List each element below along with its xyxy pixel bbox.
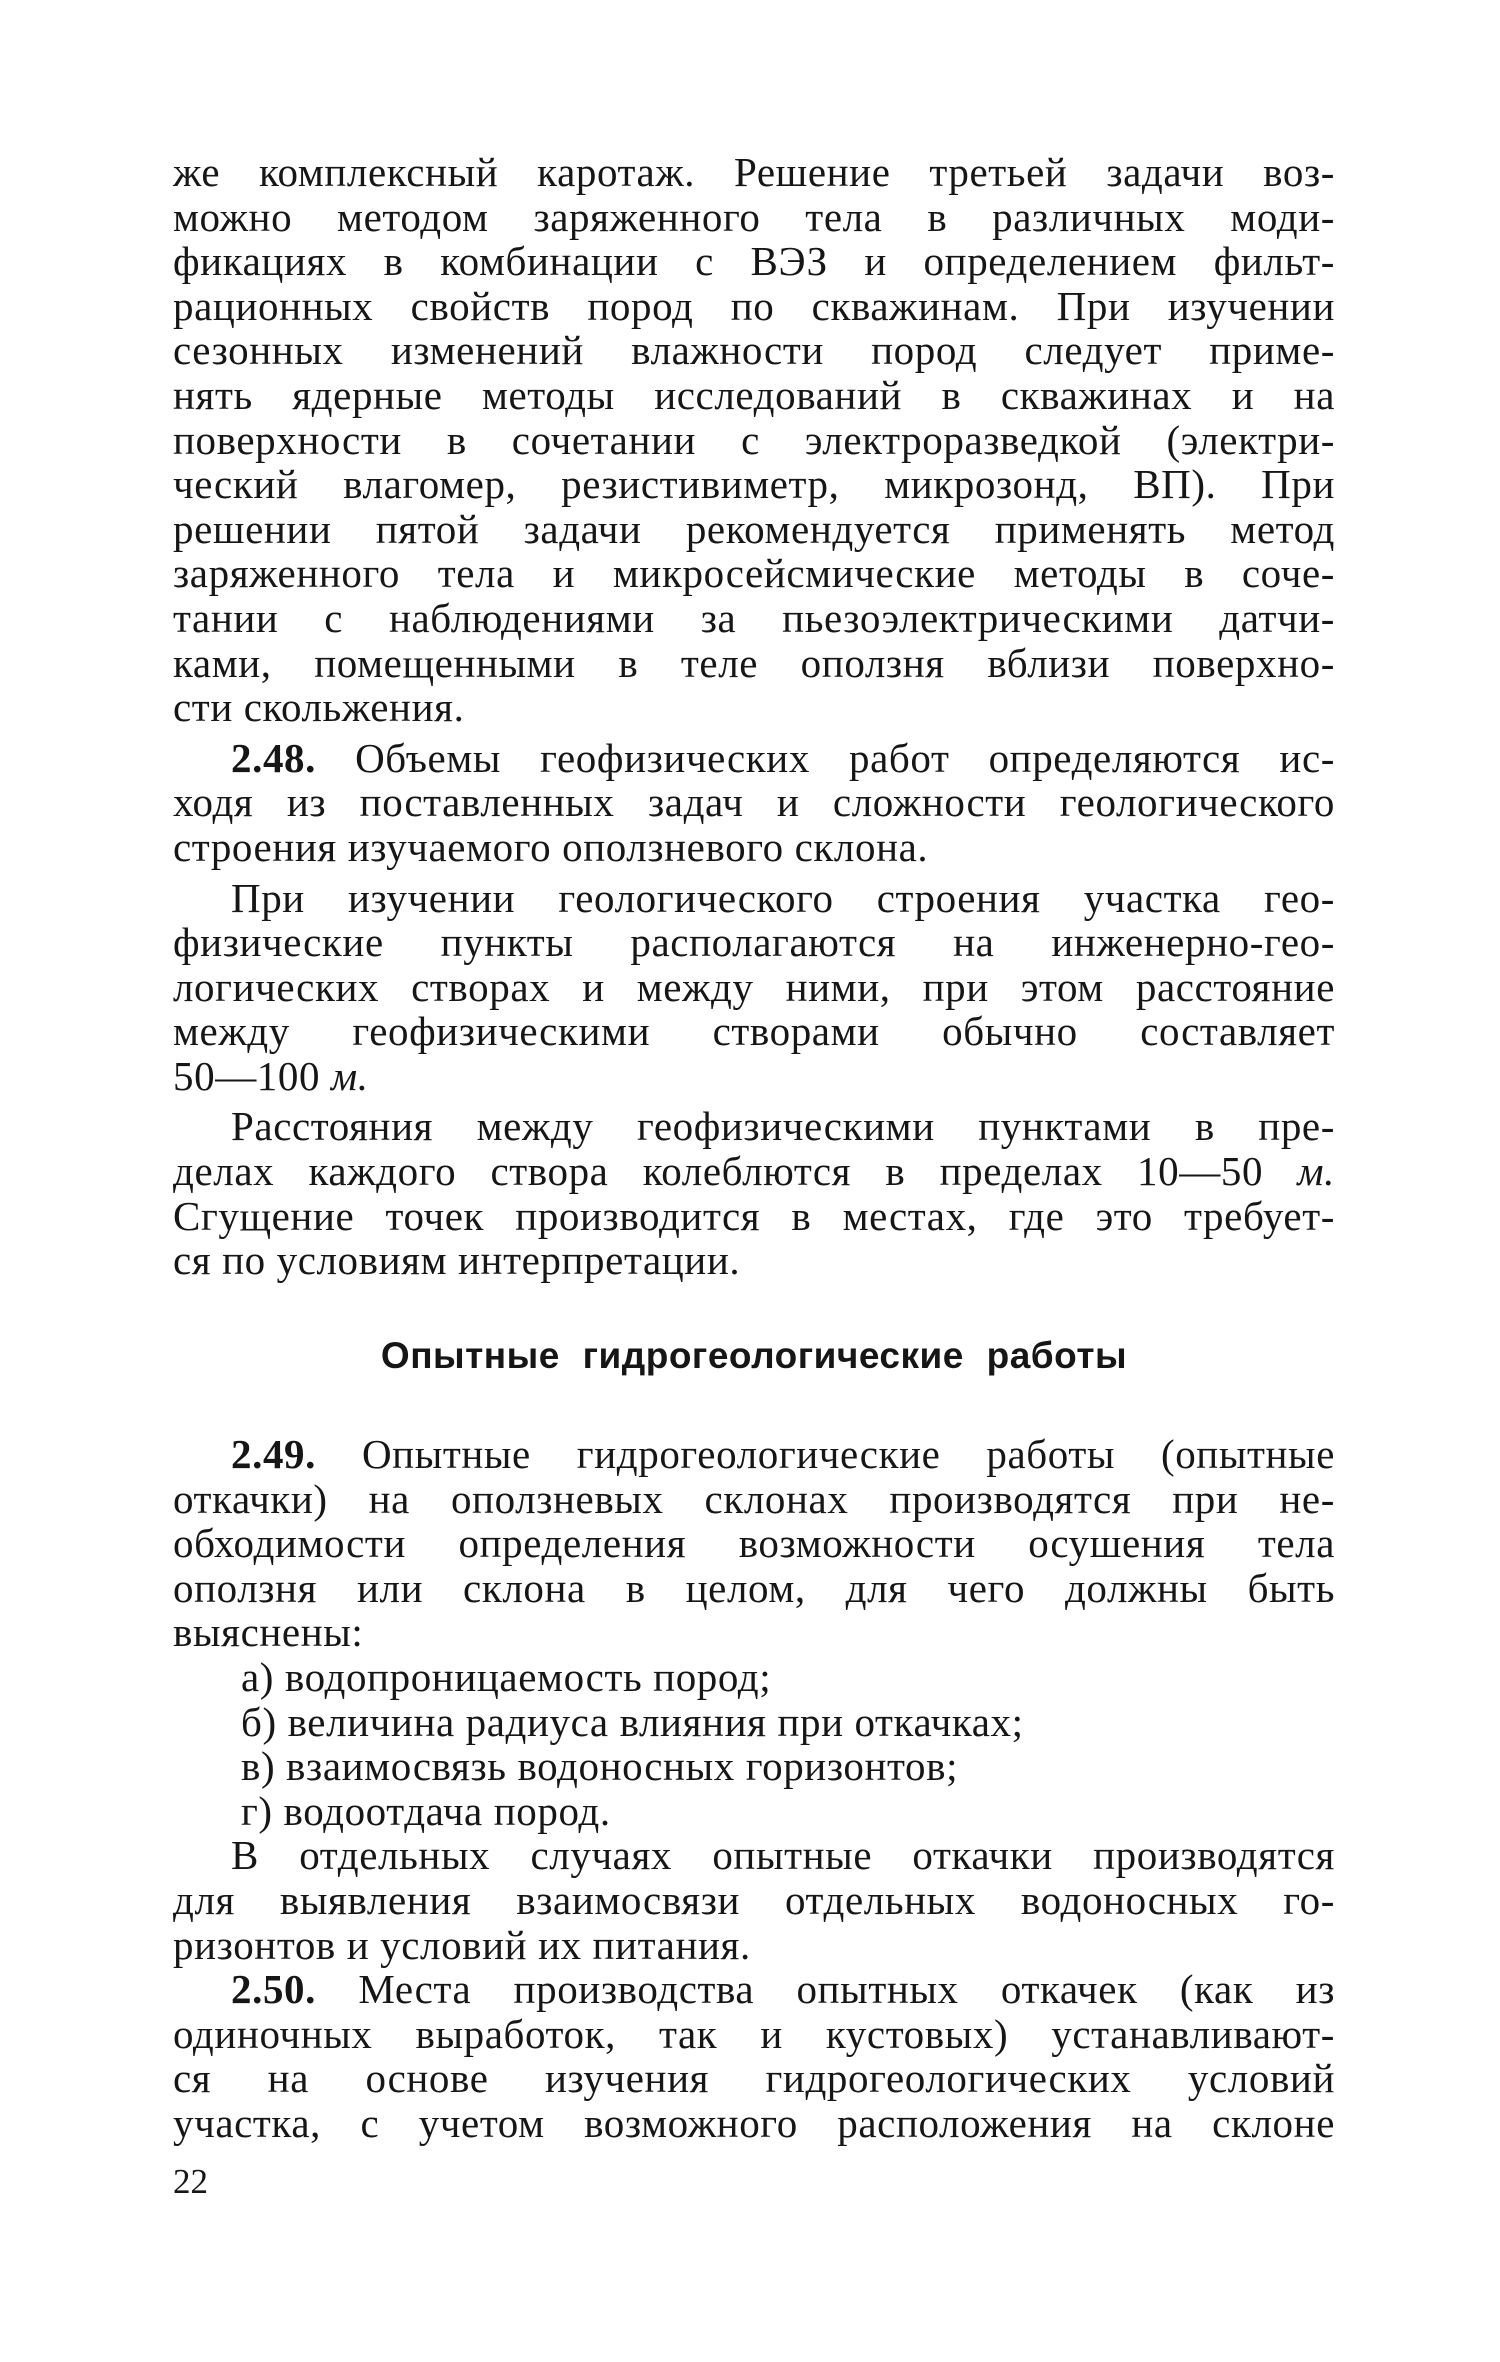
paragraph-2-48 [173,736,1335,870]
section-number: 2.49. [231,1431,316,1477]
paragraph-2-49 [173,1432,1335,1655]
text-line: одиночных выработок, так и кустовых) устанавливают- [173,2010,1335,2057]
text-line: откачки) на оползневых склонах производятся при не- [173,1475,1335,1522]
section-number: 2.48. [231,734,316,781]
text-line: сти скольжения. [173,684,465,731]
text-line [173,1149,1335,1194]
text-line: ческий влагомер, резистивиметр, микрозонд, ВП). При [173,461,1335,508]
text-line: поверхности в сочетании с электроразведкой (электри- [173,416,1335,463]
text-line: обходимости определения возможности осушения тела [173,1520,1335,1567]
paragraph-methods [173,150,1335,730]
text-line: ходя из поставленных задач и сложности геологического [173,779,1335,826]
text-line: фикациях в комбинации с ВЭЗ и определением фильт- [173,238,1335,285]
text-line: рационных свойств пород по скважинам. При изучении [173,282,1335,329]
text-line: заряженного тела и микросейсмические методы в соче- [173,550,1335,597]
list-item: а) водопроницаемость пород; [241,1653,772,1700]
text-line [173,1054,1335,1099]
text-line: тании с наблюдениями за пьезоэлектрическими датчи- [173,594,1335,641]
text-line: ками, помещенными в теле оползня вблизи поверхно- [173,639,1335,686]
text-span: Места производства опытных откачек (как из [358,1966,1335,2013]
unit-label: м. [1297,1148,1335,1195]
text-line: оползня или склона в целом, для чего должны быть [173,1564,1335,1611]
text-line: ся по условиям интерпретации. [173,1237,741,1284]
text-line: для выявления взаимосвязи отдельных водоносных го- [173,1876,1335,1923]
list-item: б) величина радиуса влияния при откачках; [241,1698,1024,1745]
text-span: Опытные гидрогеологические работы (опытные [361,1431,1335,1477]
text-line [173,1432,1335,1477]
paragraph-special-cases [173,1833,1335,1967]
text-line: В отдельных случаях опытные откачки производятся [231,1832,1335,1879]
list-item: в) взаимосвязь водоносных горизонтов; [241,1743,959,1790]
page-body [173,149,1335,2146]
text-line: участка, с учетом возможного расположения на склоне [173,2099,1335,2146]
text-line: нять ядерные методы исследований в скважинах и на [173,371,1335,418]
text-line: ризонтов и условий их питания. [173,1921,751,1968]
text-line: Сгущение точек производится в местах, где это требует- [173,1192,1335,1239]
text-line: выяснены: [173,1609,364,1656]
paragraph-survey-points [173,876,1335,1099]
text-span: 50—100 [173,1052,321,1099]
text-line: строения изучаемого оползневого склона. [173,823,929,870]
text-line: можно методом заряженного тела в различных моди- [173,193,1335,240]
text-line: При изучении геологического строения участка гео- [231,874,1335,921]
section-heading: Опытные гидрогеологические работы [380,1335,1128,1376]
text-line: же комплексный каротаж. Решение третьей задачи воз- [173,149,1335,195]
text-line: физические пункты располагаются на инженерно-гео- [173,919,1335,966]
paragraph-distances [173,1104,1335,1282]
text-line: сезонных изменений влажности пород следует приме- [173,327,1335,374]
list-item: г) водоотдача пород. [241,1787,611,1834]
text-line: логических створах и между ними, при этом расстояние [173,963,1335,1010]
section-body [173,1432,1335,2146]
text-line: ся на основе изучения гидрогеологических условий [173,2055,1335,2102]
text-line: решении пятой задачи рекомендуется применять метод [173,505,1335,552]
text-line [173,1967,1335,2012]
text-span: делах каждого створа колеблются в пределах 10—50 [173,1148,1264,1195]
text-line: Расстояния между геофизическими пунктами в пре- [231,1103,1335,1150]
page-number: 22 [173,2162,208,2201]
unit-label: м. [330,1052,369,1099]
requirements-list [173,1655,1335,1833]
text-line [173,736,1335,781]
paragraph-2-50 [173,1967,1335,2145]
text-line: между геофизическими створами обычно составляет [173,1008,1335,1055]
text-span: Объемы геофизических работ определяются ис- [355,734,1335,781]
section-number: 2.50. [231,1966,316,2013]
